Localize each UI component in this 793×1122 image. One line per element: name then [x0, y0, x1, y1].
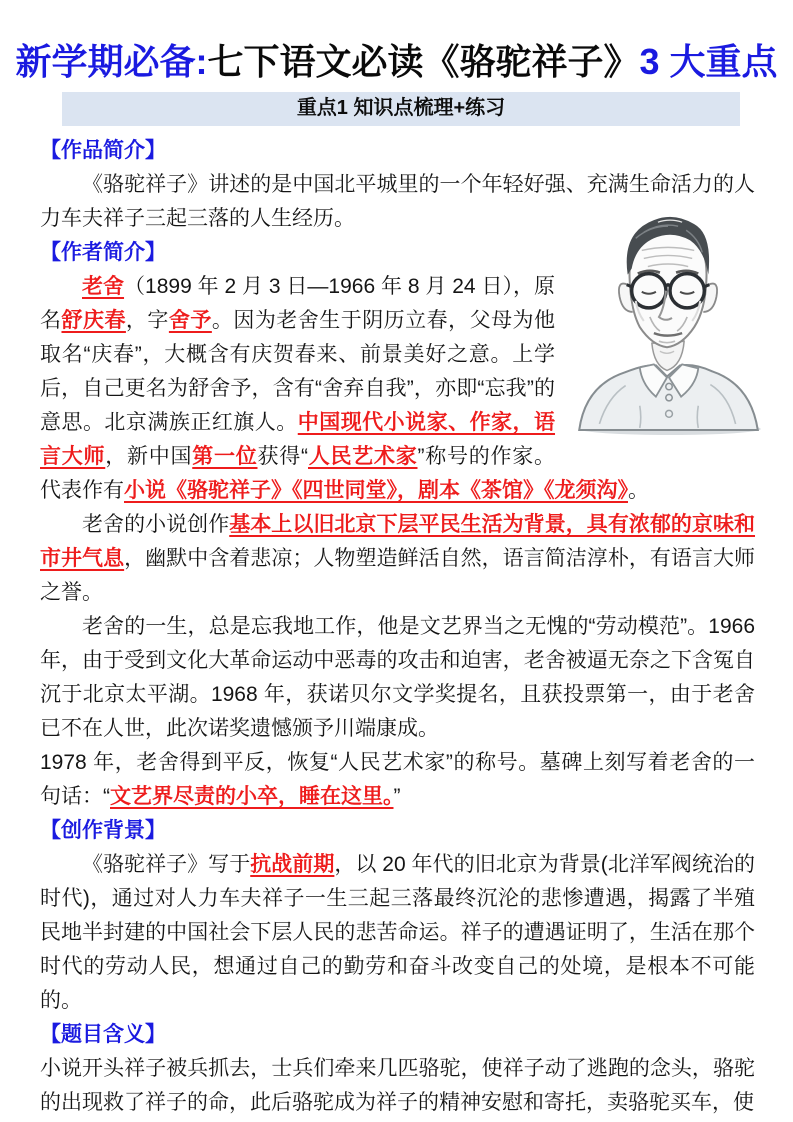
page-title	[0, 0, 793, 86]
text-segment: 老舍	[82, 274, 125, 298]
heading-title-meaning: 【题目含义】	[40, 1022, 166, 1046]
text-segment: 第一位	[192, 444, 258, 468]
text-segment: 中国现代小说家、作家，语言大师	[40, 410, 556, 468]
laoshe-portrait	[565, 204, 770, 436]
text-segment: 获得“	[257, 444, 308, 468]
text-segment: 老舍的小说创作	[82, 512, 230, 536]
section-banner	[62, 92, 740, 126]
text-segment: 舒庆春	[61, 308, 126, 332]
text-segment: ，字	[125, 308, 169, 332]
background-paragraph	[40, 848, 755, 1018]
text-segment: 《骆驼祥子》写于	[82, 852, 251, 876]
heading-author-intro: 【作者简介】	[40, 240, 166, 264]
text-segment: 老舍的一生，总是忘我地工作，他是文艺界当之无愧的“劳动模范”。1966 年，由于受到文化大革命运动中恶毒的攻击和迫害，老舍被逼无奈之下含冤自沉于北京太平湖。1968 年，获诺贝尔文学奖提名，且获投票第一，由于老舍已不在人世，此次诺奖遗憾颁予川端康成。	[40, 614, 755, 740]
text-segment: 基本上以旧北京下层平民生活为背景，具有浓郁的京味和市井气息	[40, 512, 756, 570]
text-segment: ，幽默中含着悲凉；人物塑造鲜活自然，语言简洁淳朴，有语言大师之誉。	[40, 546, 756, 604]
text-segment: 人民艺术家	[308, 444, 418, 468]
text-segment: ，新中国	[105, 444, 193, 468]
title-meaning-paragraph	[40, 1052, 755, 1120]
text-segment: ”	[393, 784, 401, 808]
text-segment: 1978 年，老舍得到平反，恢复“人民艺术家”的称号。墓碑上刻写着老舍的一句话：“	[40, 750, 755, 808]
text-segment: 。	[628, 478, 649, 502]
author-paragraph-4	[40, 746, 755, 814]
banner-label: 重点1 知识点梳理+练习	[296, 96, 506, 119]
title-lead: 新学期必备:	[15, 41, 208, 82]
title-middle: 七下语文必读《骆驼祥子》	[207, 41, 640, 82]
text-segment: （1899 年 2 月 3 日—1966 年 8 月 24 日），原名	[40, 274, 555, 332]
text-segment: ”称号的作家。代表作有	[40, 444, 555, 502]
text-segment: 小说开头祥子被兵抓去，士兵们牵来几匹骆驼，使祥子动了逃跑的念头，骆驼的出现救了祥子的命，此后骆驼成为祥子的精神安慰和寄托，卖骆驼买车，使	[40, 1056, 755, 1114]
text-segment: 《骆驼祥子》讲述的是中国北平城里的一个年轻好强、充满生命活力的人力车夫祥子三起三落的人生经历。	[40, 172, 755, 230]
text-segment: 。因为老舍生于阴历立春，父母为他取名“庆春”，大概含有庆贺春来、前景美好之意。上学后，自己更名为舒舍予，含有“舍弃自我”，亦即“忘我”的意思。北京满族正红旗人。	[40, 308, 556, 434]
text-segment: 舍予	[168, 308, 212, 332]
title-tail: 3 大重点	[639, 41, 778, 82]
heading-background: 【创作背景】	[40, 818, 166, 842]
text-segment: 文艺界尽责的小卒，睡在这里。	[110, 784, 394, 808]
document-body	[0, 92, 793, 1120]
text-segment: ，以 20 年代的旧北京为背景(北洋军阀统治的时代)，通过对人力车夫祥子一生三起三落最终沉沦的悲惨遭遇，揭露了半殖民地半封建的中国社会下层人民的悲苦命运。祥子的遭遇证明了，生活在那个时代的劳动人民，想通过自己的勤劳和奋斗改变自己的处境，是根本不可能的。	[40, 852, 755, 1012]
author-paragraph-2	[40, 508, 755, 610]
laoshe-portrait-sketch-icon	[565, 204, 770, 436]
author-paragraph-3	[40, 610, 755, 746]
heading-work-intro: 【作品简介】	[40, 138, 166, 162]
text-segment: 抗战前期	[250, 852, 335, 876]
text-segment: 小说《骆驼祥子》《四世同堂》，剧本《茶馆》《龙须沟》	[124, 478, 628, 502]
